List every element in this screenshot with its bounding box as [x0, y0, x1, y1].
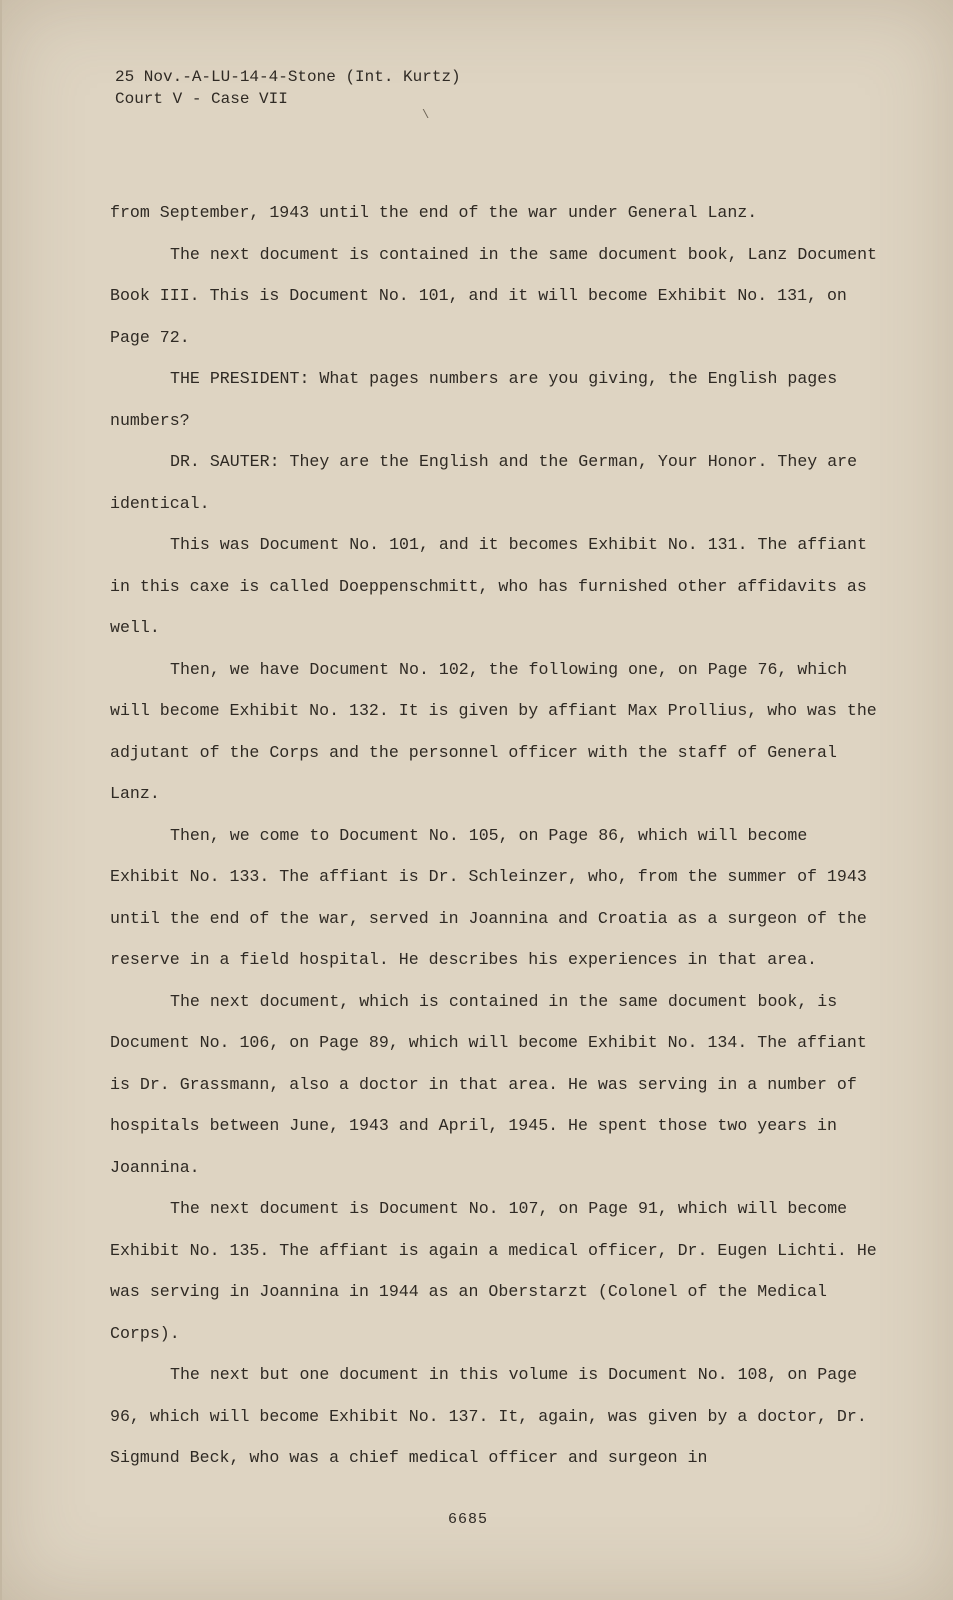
paragraph-5: This was Document No. 101, and it becomes Exhibit No. 131. The affiant in this caxe is called Doeppenschmitt, who has furnished other affidavits as well.	[110, 535, 868, 637]
header-line-1: 25 Nov.-A-LU-14-4-Stone (Int. Kurtz)	[115, 68, 461, 86]
paragraph-2: The next document is contained in the same document book, Lanz Document Book III. This is Document No. 101, and it will become Exhibit No. 131, on Page 72.	[110, 244, 878, 347]
paragraph-9: The next document is Document No. 107, on Page 91, which will become Exhibit No. 135. The affiant is again a medical officer, Dr. Eugen Lichti. He was serving in Joannina in 1944 as an Oberstarzt (Colonel of the Medical Corps).	[110, 1199, 877, 1343]
paragraph-6: Then, we have Document No. 102, the following one, on Page 76, which will become Exhibit No. 132. It is given by affiant Max Prollius, who was the adjutant of the Corps and the personnel officer with the staff of General Lanz.	[110, 659, 877, 803]
stray-pencil-mark: \	[422, 108, 430, 122]
paragraph-4: DR. SAUTER: They are the English and the German, Your Honor. They are identical.	[110, 452, 858, 513]
header-line-2: Court V - Case VII	[115, 90, 288, 108]
paragraph-1: from September, 1943 until the end of the war under General Lanz.	[110, 203, 758, 222]
page-number: 6685	[448, 1511, 489, 1528]
document-header	[115, 66, 461, 110]
transcript-body	[110, 192, 880, 1479]
paragraph-7: Then, we come to Document No. 105, on Page 86, which will become Exhibit No. 133. The affiant is Dr. Schleinzer, who, from the summer of 1943 until the end of the war, served in Joannina and Croatia as a surgeon of the reserve in a field hospital. He describes his experiences in that area.	[110, 825, 867, 969]
paragraph-8: The next document, which is contained in the same document book, is Document No. 106, on Page 89, which will become Exhibit No. 134. The affiant is Dr. Grassmann, also a doctor in that area. He was serving in a number of hospitals between June, 1943 and April, 1945. He spent those two years in Joannina.	[110, 991, 867, 1177]
paragraph-3: THE PRESIDENT: What pages numbers are you giving, the English pages numbers?	[110, 369, 838, 430]
paragraph-10: The next but one document in this volume is Document No. 108, on Page 96, which will become Exhibit No. 137. It, again, was given by a doctor, Dr. Sigmund Beck, who was a chief medical officer and surgeon in	[110, 1365, 867, 1467]
